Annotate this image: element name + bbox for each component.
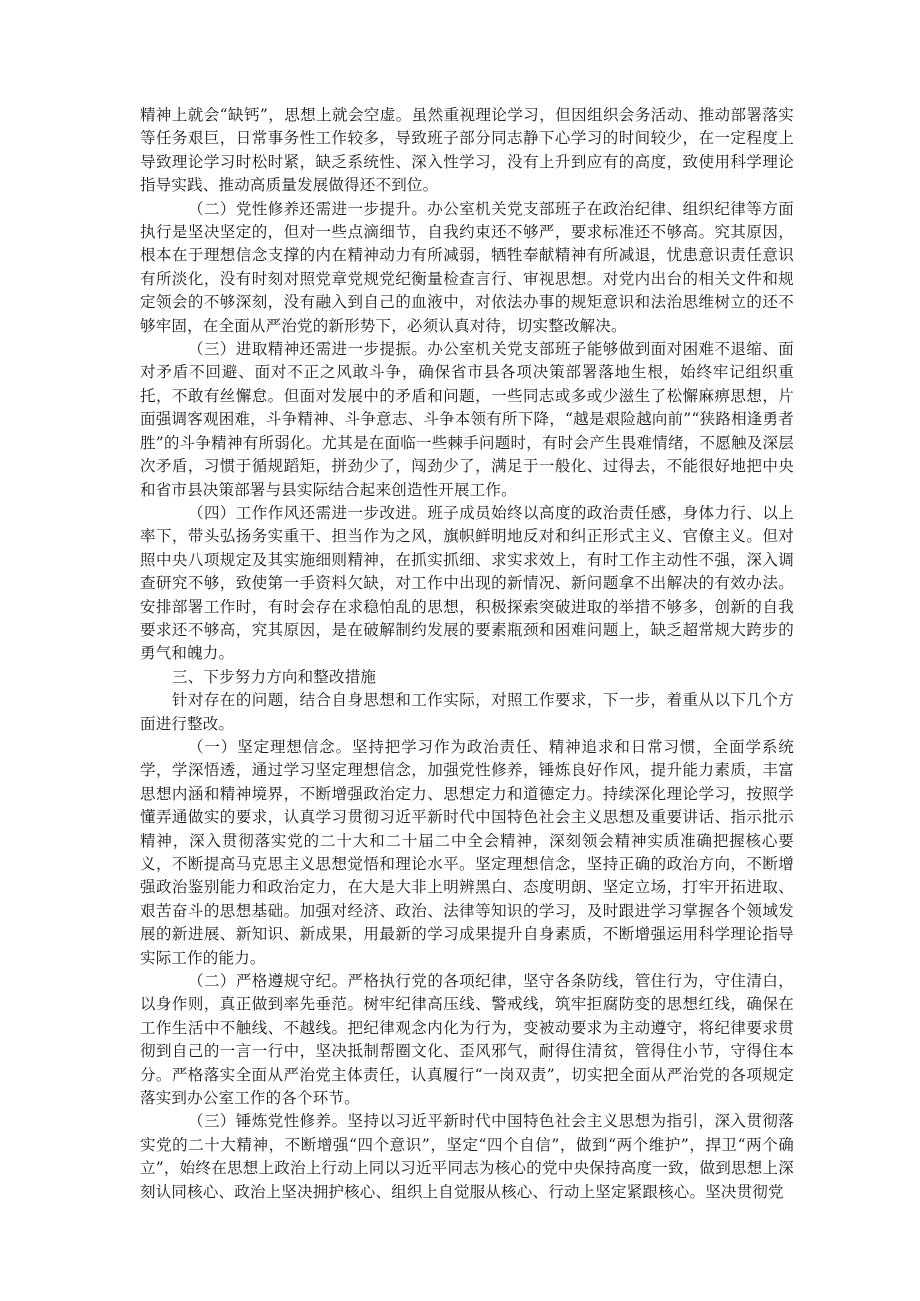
paragraph-enterprising-spirit (140, 338, 794, 502)
section-heading-text: 三、下步努力方向和整改措施 (172, 667, 377, 686)
paragraph-lead: （三）锤炼党性修养。 (188, 1112, 348, 1131)
paragraph-lead: （四）工作作风还需进一步改进。 (188, 503, 428, 522)
paragraph-text: 严格执行党的各项纪律，坚守各条防线，管住行为，守住清白，以身作则，真正做到率先垂范。树牢纪律高压线、警戒线，筑牢拒腐防变的思想红线，确保在工作生活中不触线、不越线。把纪律观念内化为行为，变被动要求为主动遵守，将纪律要求贯彻到自己的一言一行中，坚决抵制帮圈文化、歪风邪气，耐得住清贫，管得住小节，守得住本分。严格落实全面从严治党主体责任，认真履行“一岗双责”，切实把全面从严治党的各项规定落实到办公室工作的各个环节。 (140, 972, 794, 1108)
paragraph-ideals (140, 736, 794, 970)
paragraph-lead: （三）进取精神还需进一步提振。 (188, 340, 428, 359)
paragraph-text: 办公室机关党支部班子能够做到面对困难不退缩、面对矛盾不回避、面对不正之风敢斗争，确保省市县各项决策部署落地生根，始终牢记组织重托，不敢有丝懈怠。但面对发展中的矛盾和问题，一些同志或多或少滋生了松懈麻痹思想，片面强调客观困难，斗争精神、斗争意志、斗争本领有所下降，“越是艰险越向前”“狭路相逢勇者胜”的斗争精神有所弱化。尤其是在面临一些棘手问题时，有时会产生畏难情绪，不愿触及深层次矛盾，习惯于循规蹈矩，拼劲少了，闯劲少了，满足于一般化、过得去，不能很好地把中央和省市县决策部署与县实际结合起来创造性开展工作。 (140, 340, 794, 499)
paragraph-text: 坚持把学习作为政治责任、精神追求和日常习惯，全面学系统学，学深悟透，通过学习坚定理想信念，加强党性修养，锤炼良好作风，提升能力素质，丰富思想内涵和精神境界，不断增强政治定力、思想定力和道德定力。持续深化理论学习，按照学懂弄通做实的要求，认真学习贯彻习近平新时代中国特色社会主义思想及重要讲话、指示批示精神，深入贯彻落实党的二十大和二十届二中全会精神，深刻领会精神实质准确把握核心要义，不断提高马克思主义思想觉悟和理论水平。坚定理想信念，坚持正确的政治方向，不断增强政治鉴别能力和政治定力，在大是大非上明辨黑白、态度明朗、坚定立场，打牢开拓进取、艰苦奋斗的思想基础。加强对经济、政治、法律等知识的学习，及时跟进学习掌握各个领域发展的新进展、新知识、新成果，用最新的学习成果提升自身素质，不断增强运用科学理论指导实际工作的能力。 (140, 737, 794, 967)
paragraph-lead: （一）坚定理想信念。 (188, 737, 352, 756)
paragraph-discipline (140, 970, 794, 1110)
paragraph-text: 坚持以习近平新时代中国特色社会主义思想为指引，深入贯彻落实党的二十大精神，不断增强“四个意识”，坚定“四个自信”，做到“两个维护”，捍卫“两个确立”，始终在思想上政治上行动上同以习近平同志为核心的党中央保持高度一致，做到思想上深刻认同核心、政治上坚决拥护核心、组织上自觉服从核心、行动上坚定紧跟核心。坚决贯彻党 (140, 1112, 794, 1201)
paragraph-party-spirit (140, 1110, 794, 1204)
paragraph-text: 办公室机关党支部班子在政治纪律、组织纪律等方面执行是坚决坚定的，但对一些点滴细节，自我约束还不够严，要求标准还不够高。究其原因，根本在于理想信念支撑的内在精神动力有所减弱，牺牲奉献精神有所减退，忧患意识责任意识有所淡化，没有时刻对照党章党规党纪衡量检查言行、审视思想。对党内出台的相关文件和规定领会的不够深刻，没有融入到自己的血液中，对依法办事的规矩意识和法治思维树立的还不够牢固，在全面从严治党的新形势下，必须认真对待，切实整改解决。 (140, 199, 794, 335)
paragraph-text: 班子成员始终以高度的政治责任感，身体力行、以上率下，带头弘扬务实重干、担当作为之风，旗帜鲜明地反对和纠正形式主义、官僚主义。但对照中央八项规定及其实施细则精神，在抓实抓细、求实求效上，有时工作主动性不强，深入调查研究不够，致使第一手资料欠缺，对工作中出现的新情况、新问题拿不出解决的有效办法。安排部署工作时，有时会存在求稳怕乱的思想，积极探索突破进取的举措不够多，创新的自我要求还不够高，究其原因，是在破解制约发展的要素瓶颈和困难问题上，缺乏超常规大跨步的勇气和魄力。 (140, 503, 794, 663)
paragraph-text: 精神上就会“缺钙”，思想上就会空虚。虽然重视理论学习，但因组织会务活动、推动部署落实等任务艰巨，日常事务性工作较多，导致班子部分同志静下心学习的时间较少，在一定程度上导致理论学习时松时紧，缺乏系统性、深入性学习，没有上升到应有的高度，致使用科学理论指导实践、推动高质量发展做得还不到位。 (140, 106, 794, 195)
section-heading (140, 666, 794, 689)
paragraph-continuation (140, 104, 794, 198)
paragraph-work-style (140, 502, 794, 666)
paragraph-text: 针对存在的问题，结合自身思想和工作实际，对照工作要求，下一步，着重从以下几个方面进行整改。 (140, 691, 794, 733)
paragraph-lead: （二）党性修养还需进一步提升。 (188, 199, 428, 218)
document-page (140, 104, 794, 1204)
paragraph-party-cultivation (140, 198, 794, 338)
paragraph-intro (140, 689, 794, 736)
paragraph-lead: （二）严格遵规守纪。 (188, 972, 348, 991)
